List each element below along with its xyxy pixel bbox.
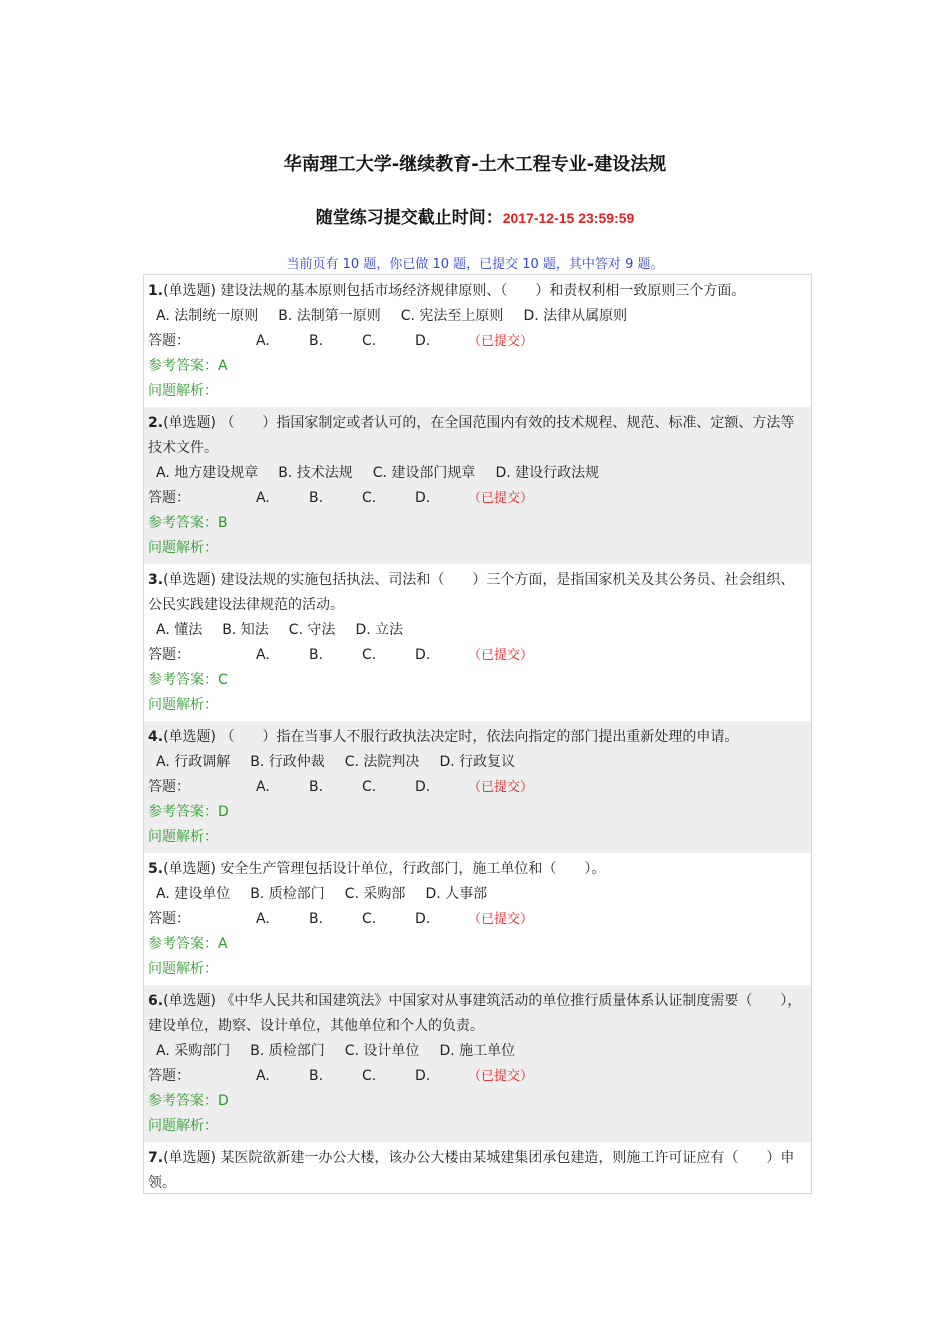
question-type: (单选题) xyxy=(163,572,221,588)
question-options xyxy=(148,618,807,643)
analysis-label: 问题解析： xyxy=(148,697,218,713)
question-block xyxy=(144,407,811,564)
option-text: B. 质检部门 xyxy=(250,1043,325,1059)
question-block xyxy=(144,564,811,721)
option-text: A. 行政调解 xyxy=(156,754,231,770)
option-text: C. 建设部门规章 xyxy=(372,465,476,481)
reference-answer xyxy=(148,668,807,693)
answer-choice[interactable]: B. xyxy=(309,911,324,927)
answer-row xyxy=(148,329,807,354)
analysis-label: 问题解析： xyxy=(148,961,218,977)
question-text: 某医院欲新建一办公大楼，该办公大楼由某城建集团承包建造，则施工许可证应有（ ）申领。 xyxy=(148,1150,795,1191)
option-text: B. 知法 xyxy=(222,622,269,638)
answer-label: 答题： xyxy=(148,911,190,927)
answer-choice[interactable]: C. xyxy=(362,333,377,349)
question-number: 6. xyxy=(148,993,164,1009)
answer-choice[interactable]: B. xyxy=(309,1068,324,1084)
answer-choice[interactable]: B. xyxy=(309,490,324,506)
option-text: D. 法律从属原则 xyxy=(523,308,628,324)
page-title: 华南理工大学-继续教育-土木工程专业-建设法规 xyxy=(283,154,667,175)
answer-choice[interactable]: B. xyxy=(309,333,324,349)
question-options xyxy=(148,461,807,486)
answer-choice[interactable]: D. xyxy=(415,333,431,349)
answer-choice[interactable]: B. xyxy=(309,647,324,663)
analysis-label: 问题解析： xyxy=(148,383,218,399)
reference-label: 参考答案： xyxy=(148,515,218,531)
question-type: (单选题) xyxy=(163,283,221,299)
deadline-value: 2017-12-15 23:59:59 xyxy=(502,210,635,226)
answer-row xyxy=(148,1064,807,1089)
answer-choice[interactable]: A. xyxy=(256,333,270,349)
option-text: C. 采购部 xyxy=(344,886,406,902)
reference-value: A xyxy=(218,936,228,952)
question-options xyxy=(148,304,807,329)
answer-choice[interactable]: A. xyxy=(256,647,270,663)
question-number: 2. xyxy=(148,415,164,431)
question-options xyxy=(148,750,807,775)
question-number: 4. xyxy=(148,729,164,745)
option-text: D. 施工单位 xyxy=(439,1043,516,1059)
reference-label: 参考答案： xyxy=(148,936,218,952)
question-text: （ ）指国家制定或者认可的，在全国范围内有效的技术规程、规范、标准、定额、方法等技术文件。 xyxy=(148,415,795,456)
analysis-label: 问题解析： xyxy=(148,540,218,556)
reference-answer xyxy=(148,932,807,957)
option-text: C. 宪法至上原则 xyxy=(400,308,504,324)
question-stem xyxy=(148,279,807,304)
option-text: B. 法制第一原则 xyxy=(278,308,381,324)
answer-choice[interactable]: A. xyxy=(256,911,270,927)
option-text: D. 立法 xyxy=(355,622,404,638)
option-text: A. 法制统一原则 xyxy=(156,308,259,324)
reference-value: D xyxy=(218,804,229,820)
deadline xyxy=(0,203,950,228)
answer-choice[interactable]: D. xyxy=(415,490,431,506)
answer-choice[interactable]: C. xyxy=(362,779,377,795)
answer-row xyxy=(148,907,807,932)
submitted-badge: （已提交） xyxy=(468,780,534,795)
question-stem xyxy=(148,411,807,461)
question-stem xyxy=(148,568,807,618)
question-type: (单选题) xyxy=(163,861,221,877)
reference-answer xyxy=(148,800,807,825)
question-text: 安全生产管理包括设计单位，行政部门，施工单位和（ ）。 xyxy=(220,861,606,877)
answer-row xyxy=(148,775,807,800)
question-block xyxy=(144,275,811,407)
reference-answer xyxy=(148,354,807,379)
question-stem xyxy=(148,725,807,750)
submitted-badge: （已提交） xyxy=(468,491,534,506)
option-text: C. 设计单位 xyxy=(344,1043,420,1059)
option-text: A. 建设单位 xyxy=(156,886,231,902)
option-text: D. 建设行政法规 xyxy=(495,465,600,481)
analysis-label: 问题解析： xyxy=(148,829,218,845)
question-block xyxy=(144,1142,811,1194)
question-stem xyxy=(148,1146,807,1194)
submitted-badge: （已提交） xyxy=(468,1069,534,1084)
reference-answer xyxy=(148,511,807,536)
question-type: (单选题) xyxy=(163,729,221,745)
reference-label: 参考答案： xyxy=(148,672,218,688)
answer-label: 答题： xyxy=(148,647,190,663)
answer-choice[interactable]: C. xyxy=(362,647,377,663)
answer-choice[interactable]: C. xyxy=(362,911,377,927)
question-block xyxy=(144,721,811,853)
question-stem xyxy=(148,989,807,1039)
submitted-badge: （已提交） xyxy=(468,334,534,349)
option-text: A. 懂法 xyxy=(156,622,203,638)
option-text: A. 地方建设规章 xyxy=(156,465,259,481)
analysis-label: 问题解析： xyxy=(148,1118,218,1134)
reference-value: D xyxy=(218,1093,229,1109)
answer-choice[interactable]: A. xyxy=(256,1068,270,1084)
answer-label: 答题： xyxy=(148,1068,190,1084)
submitted-badge: （已提交） xyxy=(468,648,534,663)
question-options xyxy=(148,1039,807,1064)
answer-choice[interactable]: A. xyxy=(256,490,270,506)
answer-choice[interactable]: D. xyxy=(415,779,431,795)
reference-value: A xyxy=(218,358,228,374)
question-text: 建设法规的基本原则包括市场经济规律原则、（ ）和责权利相一致原则三个方面。 xyxy=(220,283,746,299)
question-number: 1. xyxy=(148,283,164,299)
option-text: D. 人事部 xyxy=(425,886,488,902)
reference-value: C xyxy=(218,672,228,688)
answer-choice[interactable]: C. xyxy=(362,1068,377,1084)
question-type: (单选题) xyxy=(163,993,221,1009)
option-text: C. 守法 xyxy=(288,622,336,638)
answer-choice[interactable]: D. xyxy=(415,1068,431,1084)
option-text: B. 行政仲裁 xyxy=(250,754,325,770)
option-text: D. 行政复议 xyxy=(439,754,516,770)
answer-row xyxy=(148,486,807,511)
answer-label: 答题： xyxy=(148,490,190,506)
answer-row xyxy=(148,643,807,668)
question-stem xyxy=(148,857,807,882)
reference-value: B xyxy=(218,515,228,531)
question-text: 《中华人民共和国建筑法》中国家对从事建筑活动的单位推行质量体系认证制度需要（ ），建设单位，勘察、设计单位，其他单位和个人的负责。 xyxy=(148,993,802,1034)
question-block xyxy=(144,985,811,1142)
question-type: (单选题) xyxy=(163,1150,221,1166)
answer-choice[interactable]: B. xyxy=(309,779,324,795)
option-text: B. 技术法规 xyxy=(278,465,353,481)
question-list xyxy=(143,274,812,1194)
question-type: (单选题) xyxy=(163,415,221,431)
answer-label: 答题： xyxy=(148,333,190,349)
question-number: 5. xyxy=(148,861,164,877)
answer-choice[interactable]: A. xyxy=(256,779,270,795)
reference-label: 参考答案： xyxy=(148,358,218,374)
question-number: 7. xyxy=(148,1150,164,1166)
option-text: B. 质检部门 xyxy=(250,886,325,902)
question-text: （ ）指在当事人不服行政执法决定时，依法向指定的部门提出重新处理的申请。 xyxy=(220,729,739,745)
question-number: 3. xyxy=(148,572,164,588)
answer-choice[interactable]: C. xyxy=(362,490,377,506)
question-text: 建设法规的实施包括执法、司法和（ ）三个方面，是指国家机关及其公务员、社会组织、公民实践建设法律规范的活动。 xyxy=(148,572,795,613)
progress-summary: 当前页有 10 题，你已做 10 题，已提交 10 题，其中答对 9 题。 xyxy=(286,257,664,272)
question-block xyxy=(144,853,811,985)
reference-label: 参考答案： xyxy=(148,1093,218,1109)
question-options xyxy=(148,882,807,907)
deadline-label: 随堂练习提交截止时间： xyxy=(315,208,503,228)
submitted-badge: （已提交） xyxy=(468,912,534,927)
reference-label: 参考答案： xyxy=(148,804,218,820)
option-text: C. 法院判决 xyxy=(344,754,420,770)
option-text: A. 采购部门 xyxy=(156,1043,231,1059)
answer-choice[interactable]: D. xyxy=(415,911,431,927)
reference-answer xyxy=(148,1089,807,1114)
answer-choice[interactable]: D. xyxy=(415,647,431,663)
answer-label: 答题： xyxy=(148,779,190,795)
